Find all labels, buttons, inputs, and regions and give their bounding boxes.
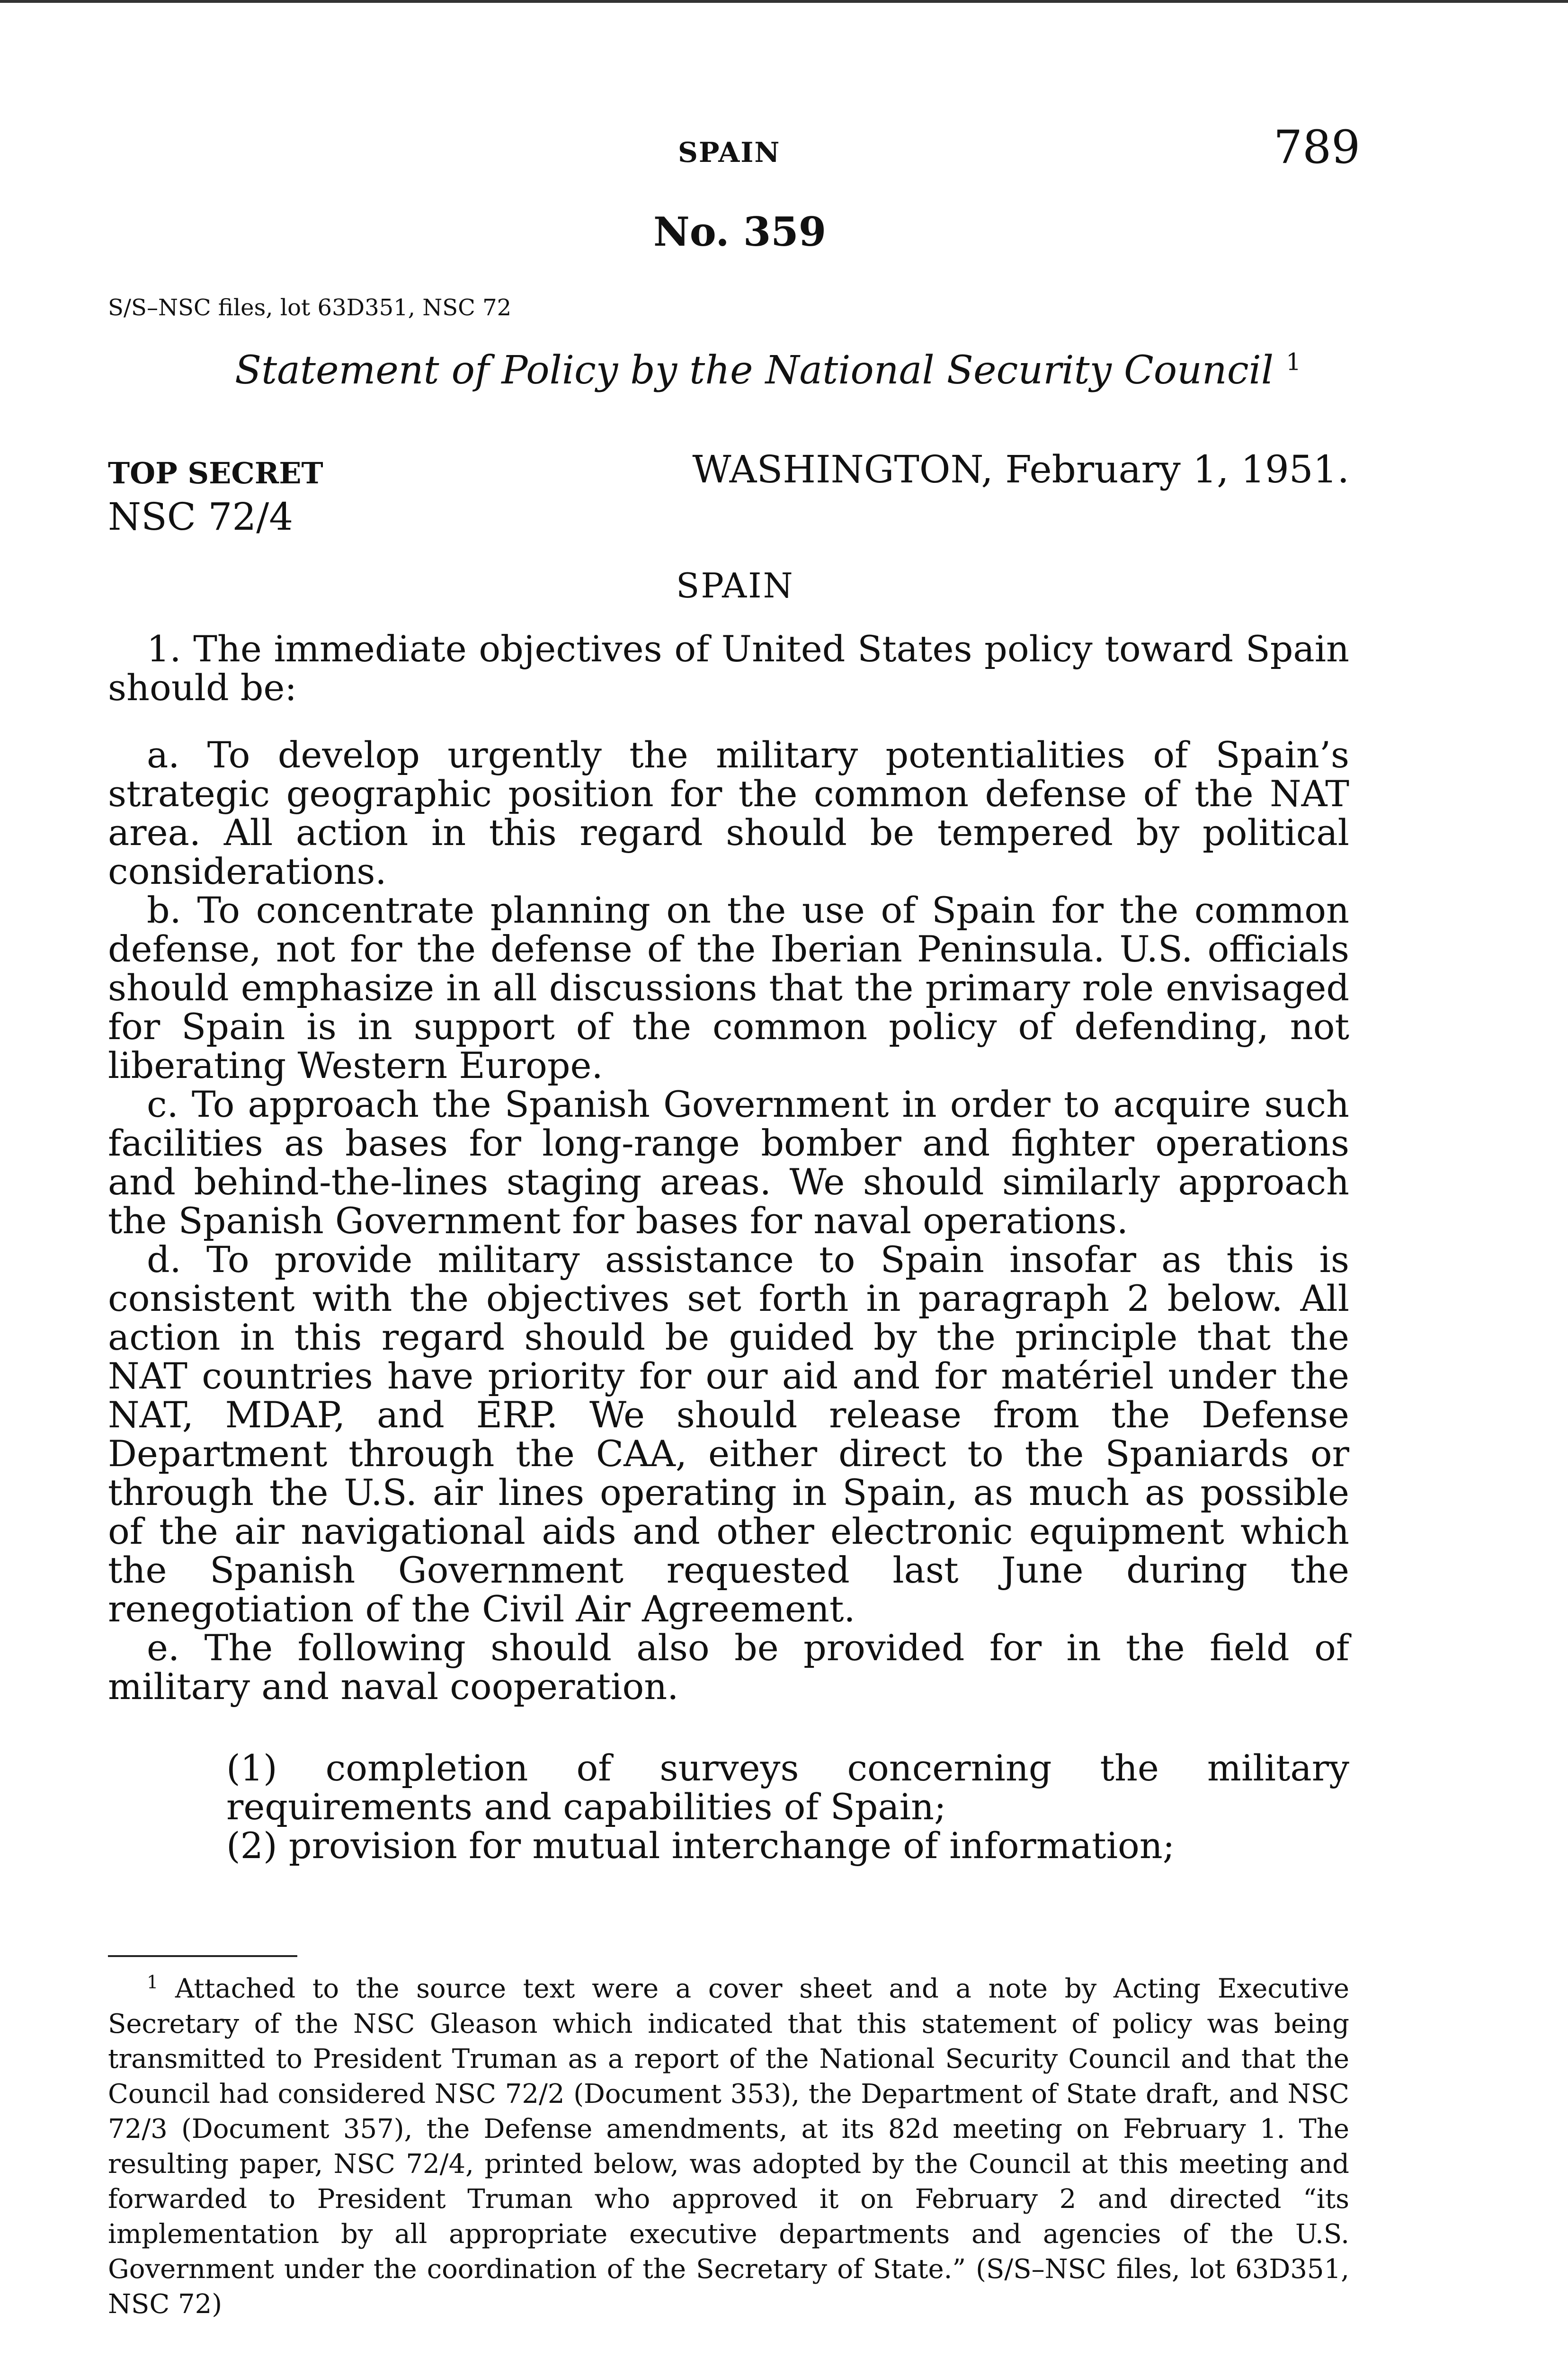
footnote-marker: 1	[147, 1972, 159, 1993]
paragraph-c: c. To approach the Spanish Government in order to acquire such facilities as bases for long-range bomber and fighter operations and behind-the-lines staging areas. We should similarly approach the Spanish Government for bases for naval operations.	[108, 1083, 1349, 1242]
date-line: WASHINGTON, February 1, 1951.	[692, 447, 1349, 491]
cooperation-list	[108, 1749, 1349, 1865]
paragraph-a: a. To develop urgently the military potentialities of Spain’s strategic geographic position for the common defense of the NAT area. All action in this regard should be tempered by political considerations.	[108, 734, 1349, 892]
list-item: (1) completion of surveys concerning the military requirements and capabilities of Spain;	[226, 1747, 1349, 1828]
paragraph-d: d. To provide military assistance to Spain insofar as this is consistent with the objectives set forth in paragraph 2 below. All action in this regard should be guided by the principle that the NAT countries have priority for our aid and for matériel under the NAT, MDAP, and ERP. We should release from the Defense Department through the CAA, either direct to the Spaniards or through the U.S. air lines operating in Spain, as much as possible of the air navigational aids and other electronic equipment which the Spanish Government requested last June during the renegotiation of the Civil Air Agreement.	[108, 1238, 1349, 1630]
footnote-rule	[108, 1955, 297, 1957]
document-id: NSC 72/4	[108, 495, 294, 539]
paragraph-e: e. The following should also be provided for in the field of military and naval cooperation.	[108, 1627, 1349, 1708]
document-title-text: Statement of Policy by the National Security Council	[235, 348, 1274, 393]
document-number: No. 359	[653, 208, 827, 255]
footnote	[108, 1965, 1349, 2322]
list-item: (2) provision for mutual interchange of information;	[226, 1824, 1175, 1867]
subject-heading: SPAIN	[676, 566, 794, 605]
body-text	[108, 630, 1349, 1865]
classification-label: TOP SECRET	[108, 456, 323, 490]
title-footnote-marker: 1	[1286, 348, 1301, 376]
top-border-rule	[0, 0, 1568, 3]
intro-paragraph: 1. The immediate objectives of United States policy toward Spain should be:	[108, 628, 1349, 709]
paragraph-b: b. To concentrate planning on the use of Spain for the common defense, not for the defense of the Iberian Peninsula. U.S. officials should emphasize in all discussions that the primary role envisaged for Spain is in support of the common policy of defending, not liberating Western Europe.	[108, 889, 1349, 1086]
source-citation: S/S–NSC files, lot 63D351, NSC 72	[108, 294, 512, 321]
page-number: 789	[1274, 121, 1361, 174]
document-title	[235, 348, 1301, 393]
running-head: SPAIN	[678, 136, 781, 169]
footnote-text: Attached to the source text were a cover sheet and a note by Acting Executive Secretary of the NSC Gleason which indicated that this statement of policy was being transmitted to President Truman as a report of the National Security Council and that the Council had considered NSC 72/2 (Document 353), the Department of State draft, and NSC 72/3 (Document 357), the Defense amendments, at its 82d meeting on February 1. The resulting paper, NSC 72/4, printed below, was adopted by the Council at this meeting and forwarded to President Truman who approved it on February 2 and directed “its implementation by all appropriate executive departments and agencies of the U.S. Government under the coordination of the Secretary of State.” (S/S–NSC files, lot 63D351, NSC 72)	[108, 1973, 1349, 2320]
